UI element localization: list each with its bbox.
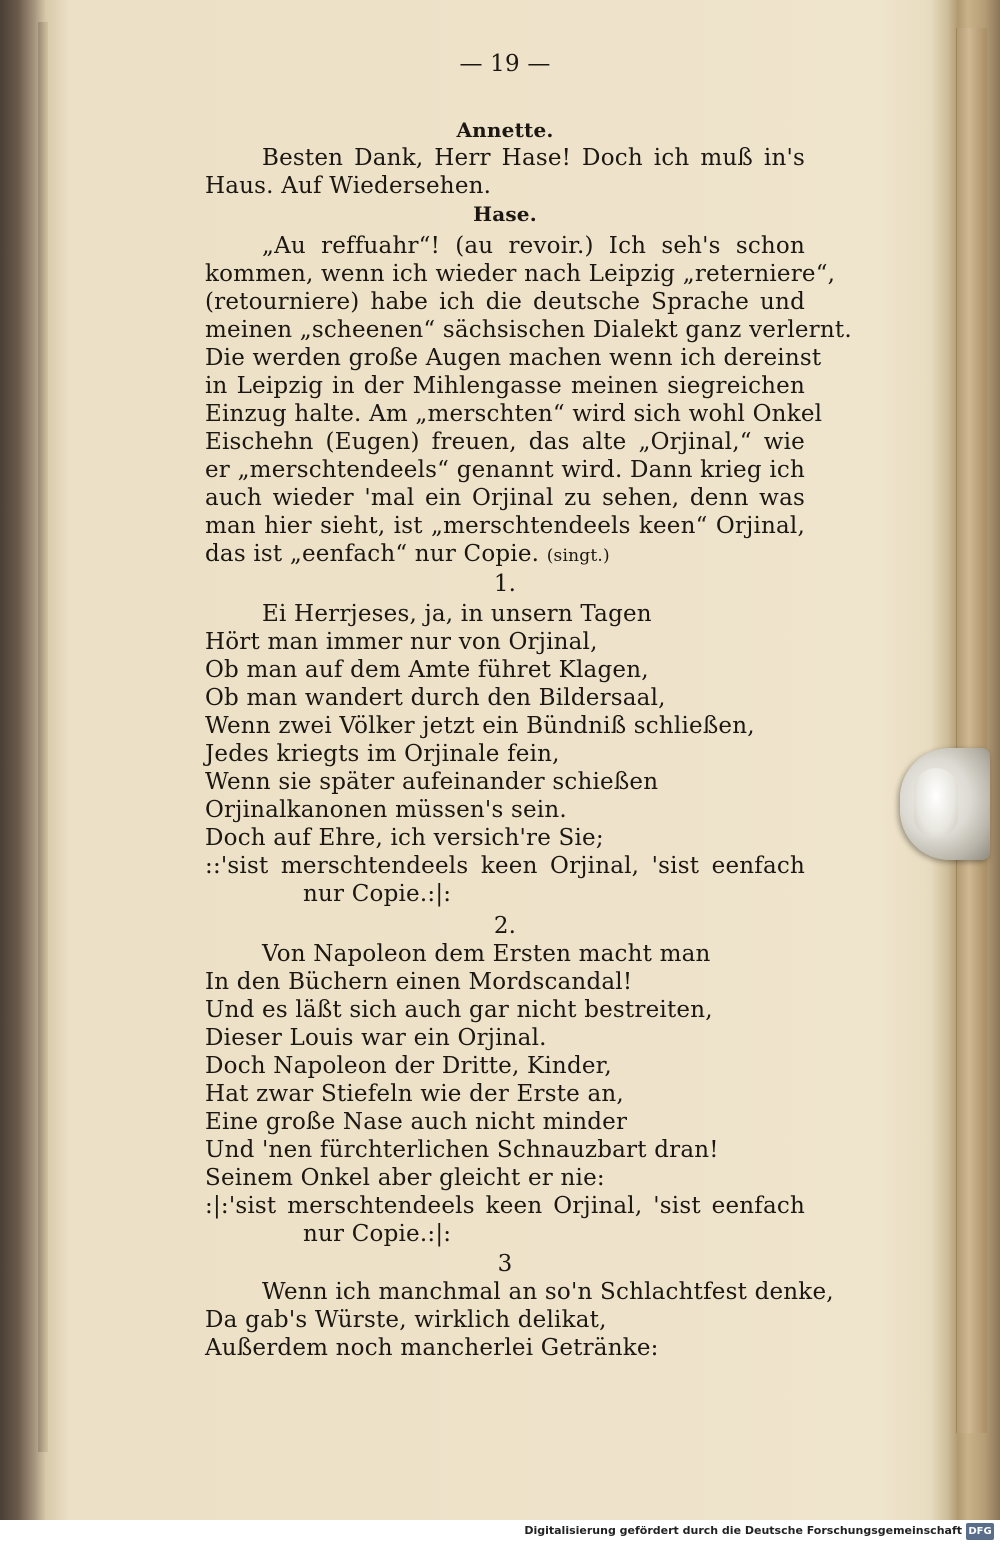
verse-1-line-2: Hört man immer nur von Orjinal, bbox=[205, 629, 598, 655]
book-gutter bbox=[38, 22, 48, 1452]
verse-2-line-5: Doch Napoleon der Dritte, Kinder, bbox=[205, 1053, 612, 1079]
verse-1-line-7: Wenn sie später aufeinander schießen bbox=[205, 769, 659, 795]
verse-2-refrain-end: nur Copie.:|: bbox=[303, 1221, 452, 1247]
hase-line-8: Eischehn (Eugen) freuen, das alte „Orjinal,“ wie bbox=[205, 429, 805, 455]
verse-1-line-6: Jedes kriegts im Orjinale fein, bbox=[205, 741, 560, 767]
verse-2-line-1: Von Napoleon dem Ersten macht man bbox=[262, 941, 711, 967]
verse-3-line-3: Außerdem noch mancherlei Getränke: bbox=[205, 1335, 659, 1361]
verse-1-refrain-end: nur Copie.:|: bbox=[303, 881, 452, 907]
hase-line-7: Einzug halte. Am „merschten“ wird sich wohl Onkel bbox=[205, 401, 823, 427]
annette-line-2: Haus. Auf Wiedersehen. bbox=[205, 173, 492, 199]
verse-2-line-2: In den Büchern einen Mordscandal! bbox=[205, 969, 633, 995]
verse-2-line-3: Und es läßt sich auch gar nicht bestreiten, bbox=[205, 997, 713, 1023]
verse-1-line-3: Ob man auf dem Amte führet Klagen, bbox=[205, 657, 649, 683]
verse-2-number: 2. bbox=[493, 913, 517, 939]
hase-line-12 bbox=[205, 540, 610, 570]
hase-line-6: in Leipzig in der Mihlengasse meinen siegreichen bbox=[205, 373, 805, 399]
hase-line-11: man hier sieht, ist „merschtendeels keen“ Orjinal, bbox=[205, 513, 805, 539]
verse-2-line-4: Dieser Louis war ein Orjinal. bbox=[205, 1025, 547, 1051]
dfg-logo: DFG bbox=[966, 1523, 994, 1540]
verse-1-line-9: Doch auf Ehre, ich versich're Sie; bbox=[205, 825, 604, 851]
hase-line-10: auch wieder 'mal ein Orjinal zu sehen, denn was bbox=[205, 485, 805, 511]
hase-last-line: das ist „eenfach“ nur Copie. bbox=[205, 541, 540, 567]
verse-1-line-8: Orjinalkanonen müssen's sein. bbox=[205, 797, 567, 823]
hase-line-9: er „merschtendeels“ genannt wird. Dann krieg ich bbox=[205, 457, 805, 483]
hase-line-1: „Au reffuahr“! (au revoir.) Ich seh's schon bbox=[262, 233, 805, 259]
page-stack-edge bbox=[956, 28, 987, 1433]
verse-3-number: 3 bbox=[497, 1251, 513, 1277]
verse-2-line-8: Und 'nen fürchterlichen Schnauzbart dran! bbox=[205, 1137, 719, 1163]
speaker-annette: Annette. bbox=[456, 118, 554, 142]
hase-line-5: Die werden große Augen machen wenn ich dereinst bbox=[205, 345, 822, 371]
stage-direction: (singt.) bbox=[546, 546, 610, 566]
page-number: — 19 — bbox=[459, 51, 551, 77]
verse-2-line-7: Eine große Nase auch nicht minder bbox=[205, 1109, 628, 1135]
annette-line-1: Besten Dank, Herr Hase! Doch ich muß in's bbox=[262, 145, 805, 171]
verse-2-line-9: Seinem Onkel aber gleicht er nie: bbox=[205, 1165, 605, 1191]
verse-2-line-6: Hat zwar Stiefeln wie der Erste an, bbox=[205, 1081, 624, 1107]
verse-3-line-1: Wenn ich manchmal an so'n Schlachtfest denke, bbox=[262, 1279, 834, 1305]
verse-1-line-4: Ob man wandert durch den Bildersaal, bbox=[205, 685, 666, 711]
hase-line-4: meinen „scheenen“ sächsischen Dialekt ganz verlernt. bbox=[205, 317, 852, 343]
verse-3-line-2: Da gab's Würste, wirklich delikat, bbox=[205, 1307, 607, 1333]
verse-1-number: 1. bbox=[493, 571, 517, 597]
verse-2-refrain: :|:'sist merschtendeels keen Orjinal, 'sist eenfach bbox=[205, 1193, 805, 1219]
verse-1-line-5: Wenn zwei Völker jetzt ein Bündniß schließen, bbox=[205, 713, 755, 739]
page-clip bbox=[900, 748, 990, 860]
verse-1-line-1: Ei Herrjeses, ja, in unsern Tagen bbox=[262, 601, 652, 627]
footer-credit: Digitalisierung gefördert durch die Deutsche Forschungsgemeinschaft bbox=[524, 1524, 962, 1537]
footer-bar bbox=[0, 1520, 1000, 1545]
hase-line-3: (retourniere) habe ich die deutsche Sprache und bbox=[205, 289, 805, 315]
speaker-hase: Hase. bbox=[473, 202, 537, 226]
verse-1-refrain: ::'sist merschtendeels keen Orjinal, 'sist eenfach bbox=[205, 853, 805, 879]
hase-line-2: kommen, wenn ich wieder nach Leipzig „reterniere“, bbox=[205, 261, 836, 287]
